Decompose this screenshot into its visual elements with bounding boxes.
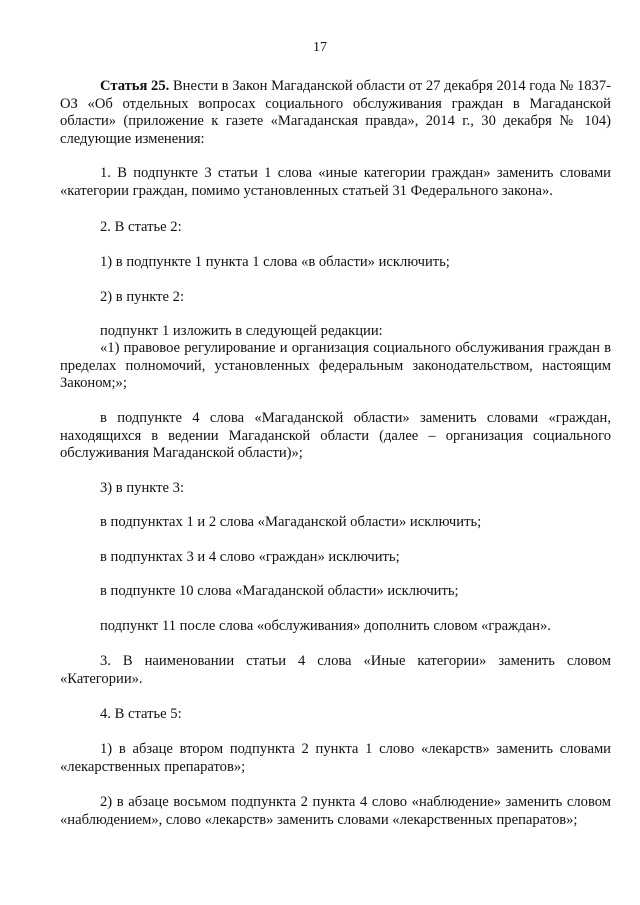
paragraph-sub-1: 1) в подпункте 1 пункта 1 слова «в области» исключить; [100,254,450,270]
page-number: 17 [313,40,327,55]
paragraph-article-2: 2. В статье 2: [100,219,182,235]
paragraph-point-3: 3) в пункте 3: [100,480,185,496]
paragraph-subpoints-3-4: в подпунктах 3 и 4 слово «граждан» исключить; [100,549,400,565]
paragraph-item-1: 1. В подпункте 3 статьи 1 слова «иные категории граждан» заменить словами «категории граждан, помимо установленных статьей 31 Федерального закона». [60,165,611,199]
paragraph-article-5: 4. В статье 5: [100,706,182,722]
paragraph-quoted-text: «1) правовое регулирование и организация социального обслуживания граждан в пределах полномочий, установленных федеральным законодательством, настоящим Законом;»; [60,340,611,391]
paragraph-article-5-sub-2: 2) в абзаце восьмом подпункта 2 пункта 4 слово «наблюдение» заменить словом «наблюдением», слово «лекарств» заменить словами «лекарственных препаратов»; [60,794,611,828]
article-intro: Внести в Закон Магаданской области от 27 декабря 2014 года № 1837-ОЗ «Об отдельных вопросах социального обслуживания граждан в Магаданской области» (приложение к газете «Магаданская правда», 2014 г., 30 декабря № 104) следующие изменения: [60,78,611,147]
article-heading: Статья 25. [100,78,170,94]
paragraph-subpoint-11: подпункт 11 после слова «обслуживания» дополнить словом «граждан». [100,618,551,634]
paragraph-subpoint-4: в подпункте 4 слова «Магаданской области» заменить словами «граждан, находящихся в ведении Магаданской области (далее – организация социального обслуживания Магаданской области)»; [60,410,611,461]
paragraph-sub-2: 2) в пункте 2: [100,289,185,305]
article-paragraph [60,78,611,148]
paragraph-subpoint-10: в подпункте 10 слова «Магаданской области» исключить; [100,583,459,599]
paragraph-subpoints-1-2: в подпунктах 1 и 2 слова «Магаданской области» исключить; [100,514,482,530]
paragraph-subpoint-1-edit: подпункт 1 изложить в следующей редакции: [100,323,383,339]
paragraph-item-3: 3. В наименовании статьи 4 слова «Иные категории» заменить словом «Категории». [60,653,611,687]
paragraph-article-5-sub-1: 1) в абзаце втором подпункта 2 пункта 1 слово «лекарств» заменить словами «лекарственных препаратов»; [60,741,611,775]
